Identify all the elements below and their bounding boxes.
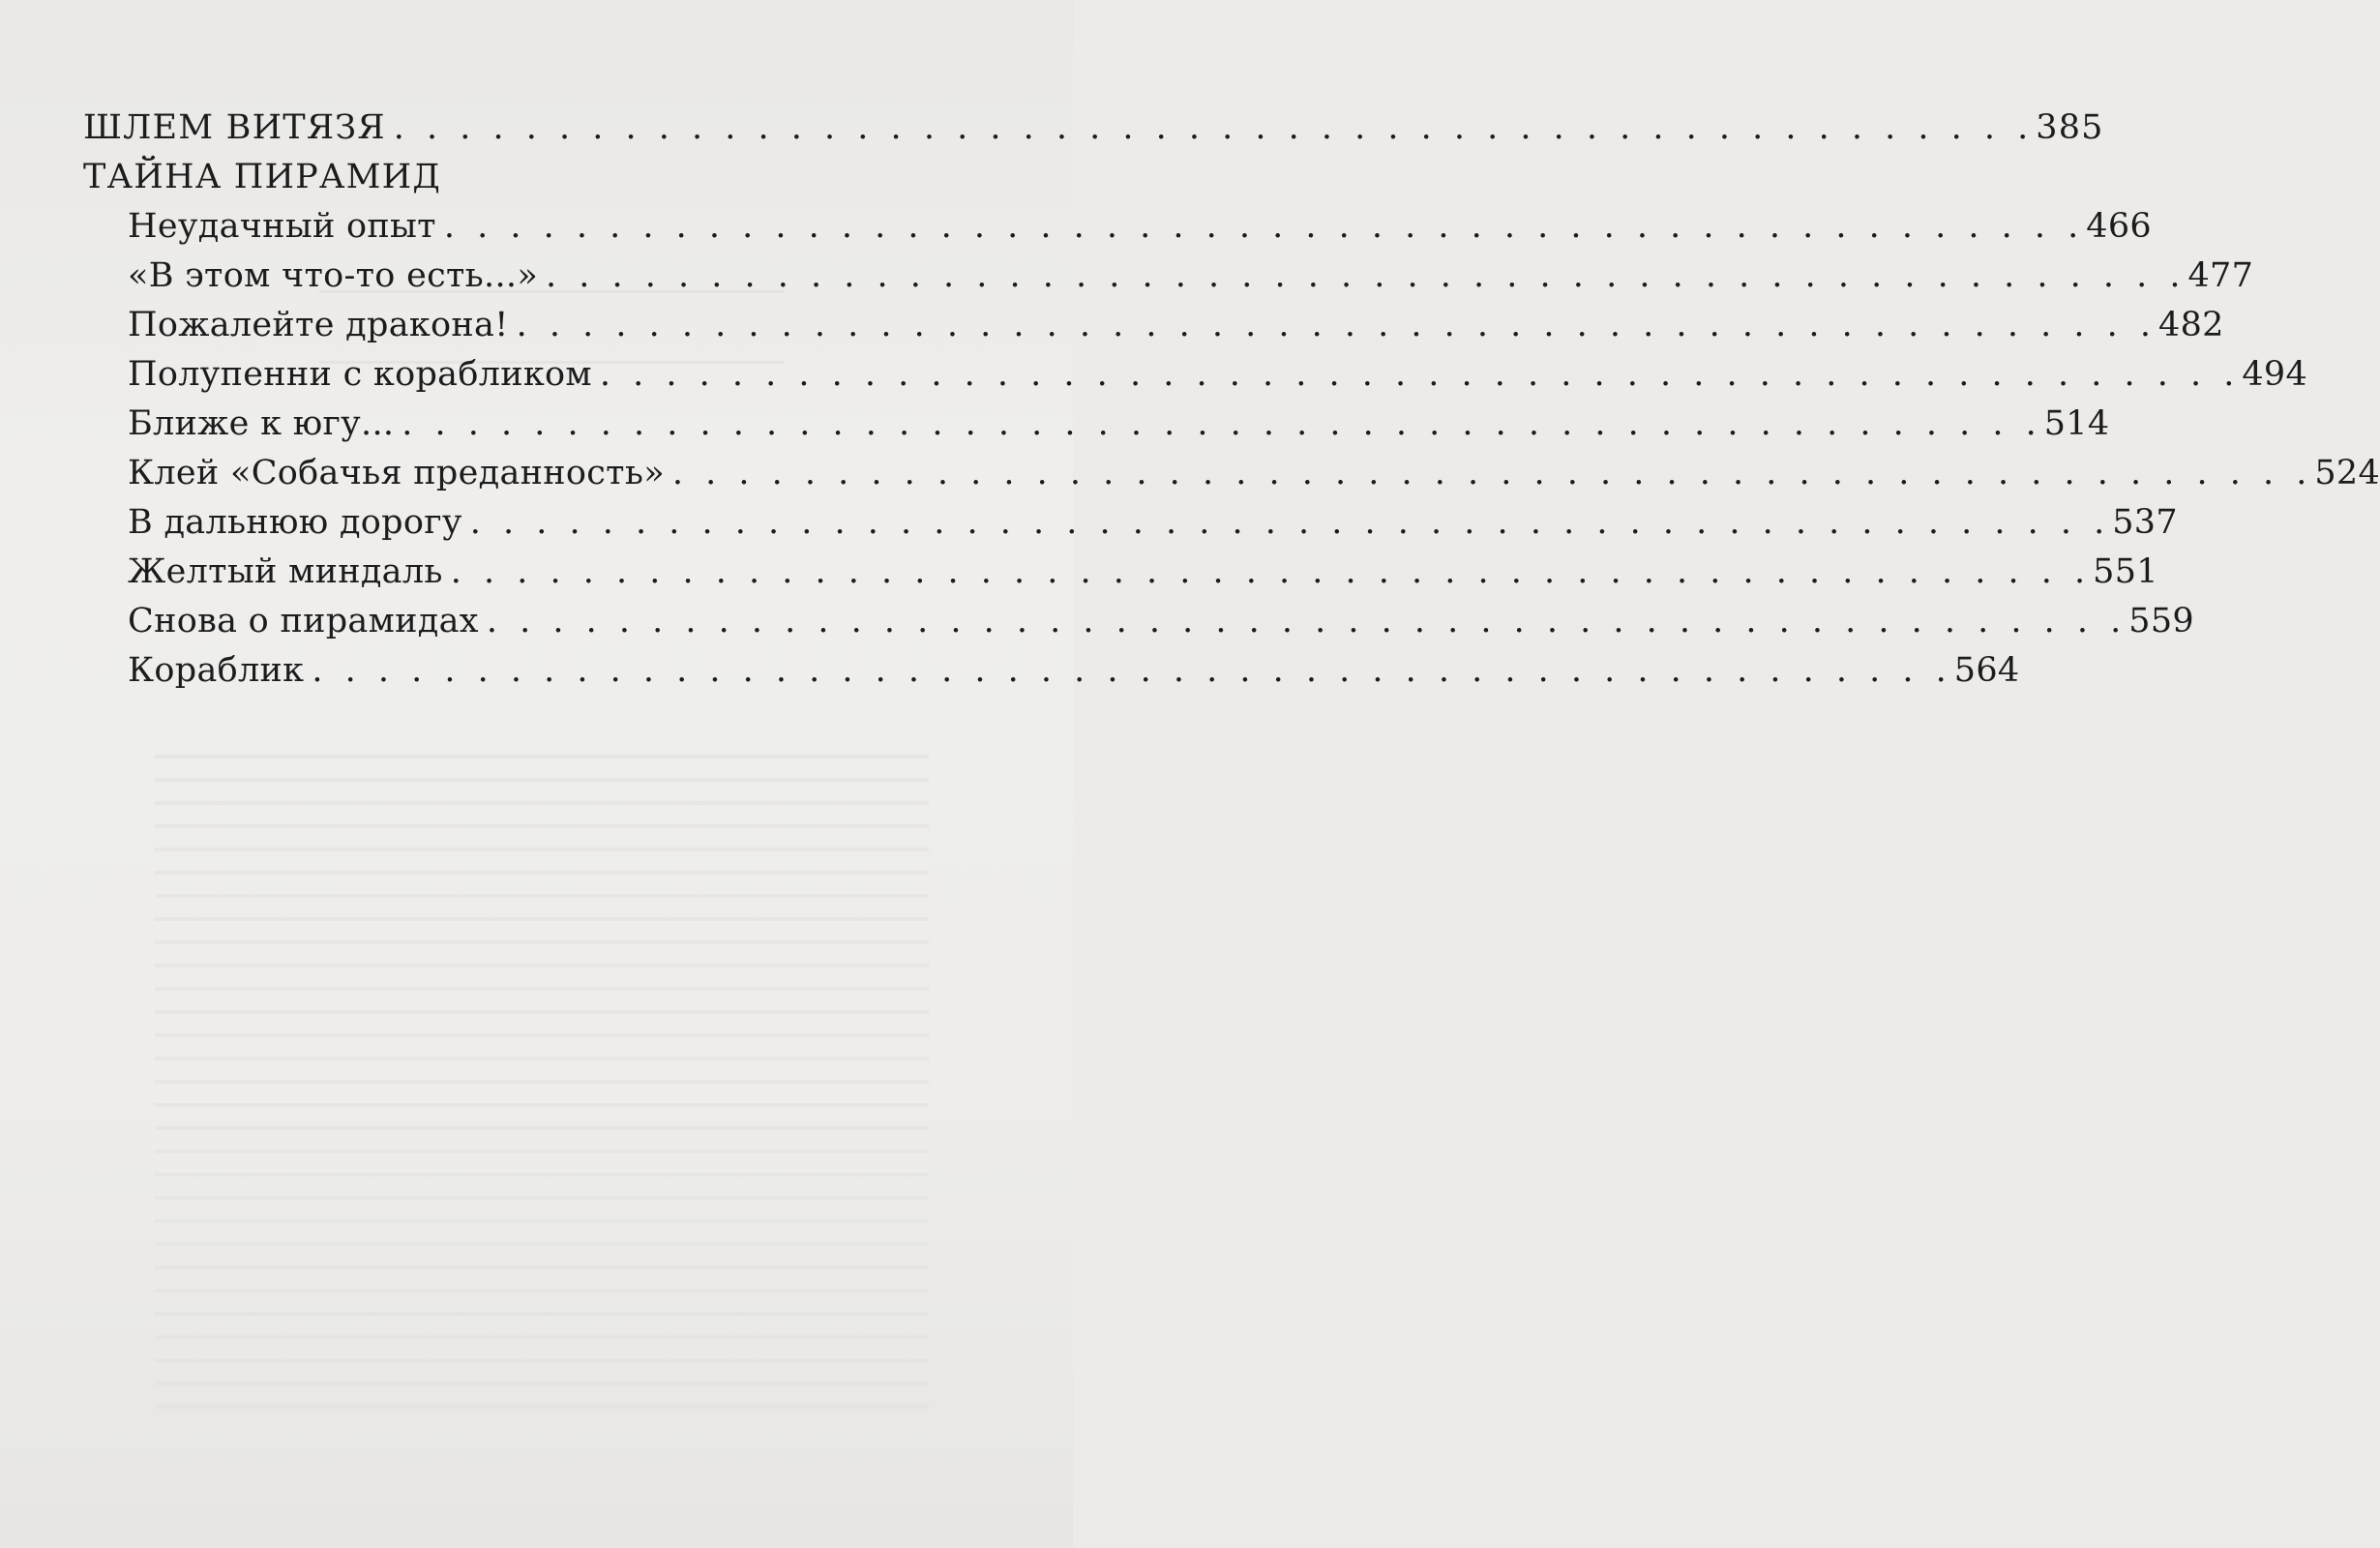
toc-entry-page: 477: [2187, 256, 2254, 295]
toc-entry-chapter[interactable]: [83, 306, 2224, 355]
toc-entry-chapter[interactable]: [83, 651, 2020, 700]
toc-entry-title: Кораблик: [128, 651, 305, 690]
toc-entry-chapter[interactable]: [83, 256, 2254, 306]
toc-entry-page: 482: [2158, 306, 2224, 344]
toc-entry-page: 551: [2093, 552, 2158, 591]
toc-entry-chapter[interactable]: [83, 404, 2110, 454]
toc-leader-dots: . . . . . . . . . . . . . . . . . . . . . . . . . . . . . . . . . . . . . . . . . . . . . . . . . .: [402, 404, 2042, 443]
bleed-through-block: [155, 735, 929, 1413]
toc-entry-title: Полупенни с корабликом: [128, 355, 592, 394]
toc-entry-page: 514: [2043, 404, 2110, 443]
toc-leader-dots: . . . . . . . . . . . . . . . . . . . . . . . . . . . . . . . . . . . . . . . . . . . . . . . . . .: [546, 256, 2187, 295]
toc-entry-page: 524: [2314, 454, 2380, 492]
toc-entry-title: Неудачный опыт: [128, 207, 436, 246]
toc-entry-chapter[interactable]: [83, 552, 2158, 602]
toc-entry-chapter[interactable]: [83, 602, 2194, 651]
toc-entry-part[interactable]: [83, 108, 2104, 158]
table-of-contents: [83, 108, 2380, 700]
toc-entry-chapter[interactable]: [83, 207, 2152, 256]
toc-leader-dots: . . . . . . . . . . . . . . . . . . . . . . . . . . . . . . . . . . . . . . . . . . . . . . . . . .: [599, 355, 2241, 394]
toc-entry-page: 385: [2036, 108, 2104, 147]
toc-entry-page: 559: [2128, 602, 2194, 640]
toc-entry-title: Клей «Собачья преданность»: [128, 454, 665, 492]
toc-leader-dots: . . . . . . . . . . . . . . . . . . . . . . . . . . . . . . . . . . . . . . . . . . . . . . . . . .: [393, 108, 2035, 147]
toc-entry-part[interactable]: [83, 158, 981, 207]
toc-entry-title: Пожалейте дракона!: [128, 306, 509, 344]
toc-entry-title: ШЛЕМ ВИТЯЗЯ: [83, 108, 386, 147]
toc-leader-dots: . . . . . . . . . . . . . . . . . . . . . . . . . . . . . . . . . . . . . . . . . . . . . . . . . .: [486, 602, 2127, 640]
toc-entry-page: 537: [2112, 503, 2178, 542]
toc-entry-chapter[interactable]: [83, 503, 2178, 552]
toc-entry-chapter[interactable]: [83, 454, 2380, 503]
toc-leader-dots: . . . . . . . . . . . . . . . . . . . . . . . . . . . . . . . . . . . . . . . . . . . . . . . . . .: [516, 306, 2157, 344]
toc-entry-title: В дальнюю дорогу: [128, 503, 462, 542]
toc-entry-title: Желтый миндаль: [128, 552, 443, 591]
toc-entry-page: 466: [2086, 207, 2152, 246]
toc-entry-chapter[interactable]: [83, 355, 2308, 404]
toc-entry-title: «В этом что-то есть...»: [128, 256, 539, 295]
toc-entry-title: ТАЙНА ПИРАМИД: [83, 158, 442, 196]
toc-entry-title: Ближе к югу...: [128, 404, 395, 443]
toc-leader-dots: . . . . . . . . . . . . . . . . . . . . . . . . . . . . . . . . . . . . . . . . . . . . . . . . . .: [671, 454, 2313, 492]
toc-leader-dots: . . . . . . . . . . . . . . . . . . . . . . . . . . . . . . . . . . . . . . . . . . . . . . . . . .: [469, 503, 2111, 542]
toc-entry-page: 494: [2242, 355, 2308, 394]
toc-entry-title: Снова о пирамидах: [128, 602, 479, 640]
toc-leader-dots: . . . . . . . . . . . . . . . . . . . . . . . . . . . . . . . . . . . . . . . . . . . . . . . . . .: [312, 651, 1952, 690]
toc-leader-dots: . . . . . . . . . . . . . . . . . . . . . . . . . . . . . . . . . . . . . . . . . . . . . . . . . .: [443, 207, 2085, 246]
toc-entry-page: 564: [1953, 651, 2020, 690]
toc-leader-dots: . . . . . . . . . . . . . . . . . . . . . . . . . . . . . . . . . . . . . . . . . . . . . . . . . .: [450, 552, 2092, 591]
